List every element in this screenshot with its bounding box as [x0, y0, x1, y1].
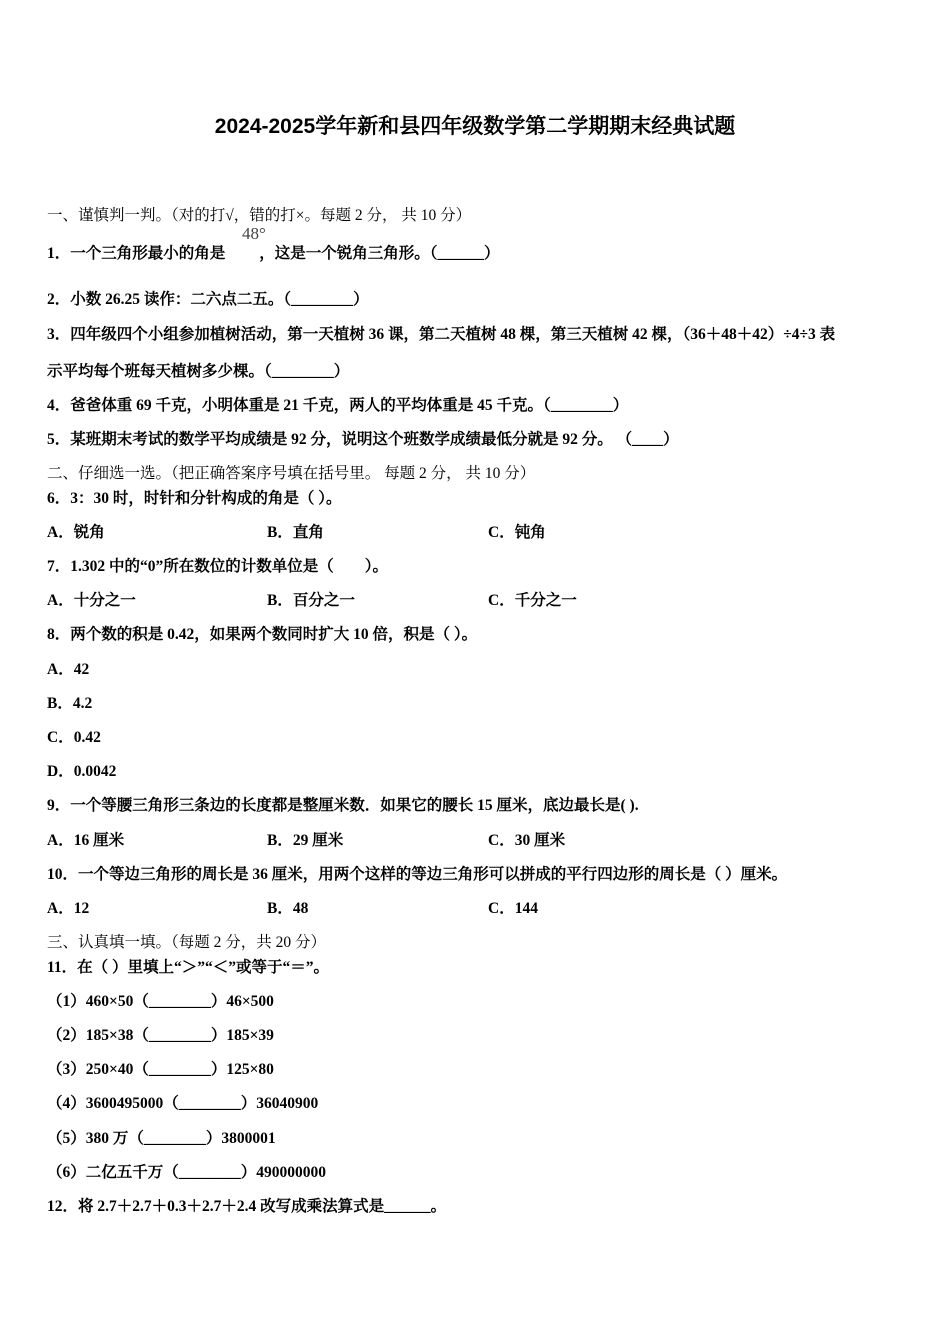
question-11-item: （4）3600495000（________）36040900 — [47, 1095, 319, 1112]
question-10-option-c: C．144 — [488, 900, 538, 917]
question-4: 4．爸爸体重 69 千克，小明体重是 21 千克，两人的平均体重是 45 千克。（________） — [47, 397, 629, 414]
question-7-option-a: A．十分之一 — [47, 592, 136, 609]
question-12: 12．将 2.7＋2.7＋0.3＋2.7＋2.4 改写成乘法算式是______。 — [47, 1198, 447, 1215]
question-11: 11．在（ ）里填上“＞”“＜”或等于“＝”。 — [47, 959, 330, 976]
question-9-option-b: B．29 厘米 — [267, 832, 344, 849]
question-1 — [47, 241, 500, 263]
question-8-option-c: C．0.42 — [47, 729, 101, 746]
question-1-suffix: ，这是一个锐角三角形。（______） — [259, 245, 500, 262]
question-8-option-a: A．42 — [47, 661, 90, 678]
question-5: 5．某班期末考试的数学平均成绩是 92 分，说明这个班数学成绩最低分就是 92 分。 （____） — [47, 431, 679, 448]
question-1-prefix: 1．一个三角形最小的角是 — [47, 245, 226, 262]
page-title: 2024-2025学年新和县四年级数学第二学期期末经典试题 — [214, 115, 736, 138]
question-9-option-a: A．16 厘米 — [47, 832, 125, 849]
question-10: 10．一个等边三角形的周长是 36 厘米，用两个这样的等边三角形可以拼成的平行四边形的周长是（ ）厘米。 — [47, 866, 788, 883]
question-6-option-b: B．直角 — [267, 524, 324, 541]
question-3-line-1: 3．四年级四个小组参加植树活动，第一天植树 36 课，第二天植树 48 棵，第三天植树 42 棵，（36＋48＋42）÷4÷3 表 — [47, 326, 836, 343]
section-2-heading: 二、仔细选一选。（把正确答案序号填在括号里。 每题 2 分， 共 10 分） — [47, 465, 536, 482]
section-1-heading: 一、谨慎判一判。（对的打√，错的打×。每题 2 分， 共 10 分） — [47, 207, 472, 224]
question-11-item: （6）二亿五千万（________）490000000 — [47, 1164, 327, 1181]
question-10-option-a: A．12 — [47, 900, 90, 917]
question-11-item: （5）380 万（________）3800001 — [47, 1130, 276, 1147]
question-7-option-c: C．千分之一 — [488, 592, 577, 609]
question-8: 8．两个数的积是 0.42，如果两个数同时扩大 10 倍，积是（ ）。 — [47, 626, 478, 643]
question-8-option-d: D．0.0042 — [47, 763, 117, 780]
question-6-option-c: C．钝角 — [488, 524, 546, 541]
question-10-option-b: B．48 — [267, 900, 309, 917]
section-3-heading: 三、认真填一填。（每题 2 分，共 20 分） — [47, 934, 327, 951]
question-9: 9．一个等腰三角形三条边的长度都是整厘米数．如果它的腰长 15 厘米，底边最长是( ). — [47, 797, 639, 814]
question-7: 7．1.302 中的“0”所在数位的计数单位是（ ）。 — [47, 558, 389, 575]
question-2: 2．小数 26.25 读作：二六点二五。（________） — [47, 291, 369, 308]
question-3-line-2: 示平均每个班每天植树多少棵。（________） — [47, 363, 350, 380]
question-9-option-c: C．30 厘米 — [488, 832, 566, 849]
question-11-item: （2）185×38（________）185×39 — [47, 1027, 274, 1044]
question-6-option-a: A．锐角 — [47, 524, 105, 541]
question-8-option-b: B．4.2 — [47, 695, 93, 712]
question-7-option-b: B．百分之一 — [267, 592, 355, 609]
angle-48-degrees: 48° — [242, 224, 266, 243]
question-11-item: （3）250×40（________）125×80 — [47, 1061, 274, 1078]
question-6: 6．3：30 时，时针和分针构成的角是（ ）。 — [47, 490, 342, 507]
question-11-item: （1）460×50（________）46×500 — [47, 993, 274, 1010]
